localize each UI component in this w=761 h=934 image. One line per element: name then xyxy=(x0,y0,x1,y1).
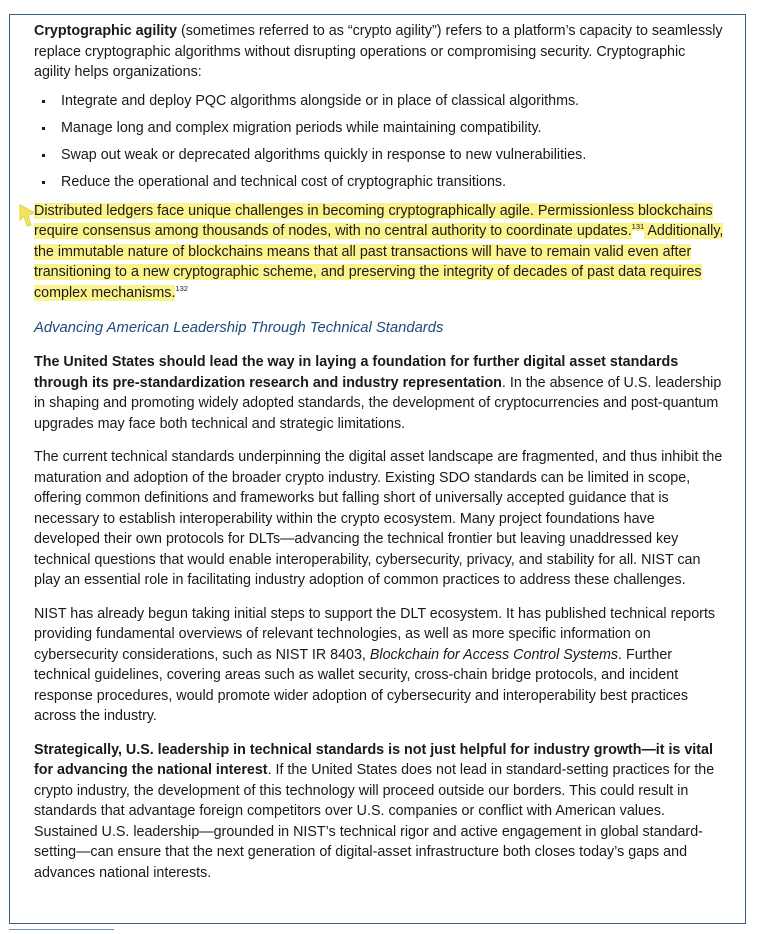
list-item-text: Reduce the operational and technical cost of cryptographic transitions. xyxy=(61,173,507,190)
footnote-divider xyxy=(9,929,114,930)
bold-lead-sentence: Strategically, U.S. leadership in technical standards is not just helpful for industry growth—it is vital for advancing the national interest xyxy=(34,741,713,778)
bold-lead-sentence: The United States should lead the way in laying a foundation for further digital asset standards through its pre-standardization research and industry representation xyxy=(34,354,679,391)
paragraph-us-leadership xyxy=(34,352,724,434)
highlighted-text: Additionally, the immutable nature of blockchains means that all past transactions will have to remain valid even after transitioning to a new cryptographic scheme, and preserving the integrity of decades of past data requires complex mechanisms. xyxy=(34,223,724,301)
paragraph-nist-steps xyxy=(34,604,724,727)
agility-bullet-list xyxy=(34,91,724,199)
footnote-ref-132[interactable]: 132 xyxy=(175,283,188,293)
publication-title: Blockchain for Access Control Systems xyxy=(369,646,619,663)
highlighted-text: Distributed ledgers face unique challenges in becoming cryptographically agile. Permissionless blockchains require consensus among thousands of nodes, with no central authority to coordinate updates. xyxy=(34,202,713,239)
bullet-icon xyxy=(42,181,45,184)
footnote-ref-131[interactable]: 131 xyxy=(631,222,645,232)
paragraph-text: (sometimes referred to as “crypto agility”) refers to a platform’s capacity to seamlessly replace cryptographic algorithms without disrupting operations or compromising security. Cryptographic agility helps organizations: xyxy=(34,23,723,80)
term-crypto-agility: Cryptographic agility xyxy=(34,23,177,39)
paragraph-distributed-ledgers xyxy=(34,201,724,304)
list-item xyxy=(34,91,724,118)
list-item-text: Swap out weak or deprecated algorithms quickly in response to new vulnerabilities. xyxy=(61,146,587,163)
section-subheading: Advancing American Leadership Through Technical Standards xyxy=(34,320,444,336)
list-item-text: Manage long and complex migration periods while maintaining compatibility. xyxy=(61,119,542,136)
paragraph-text: . If the United States does not lead in standard-setting practices for the crypto industry, the development of this technology will proceed outside our borders. This could result in standards that advantage foreign competitors over U.S. companies or conflict with American values. Sustained U.S. leadership—grounded in NIST’s technical rigor and active engagement in global standard-setting—can ensure that the next generation of digital-asset infrastructure both closes today’s gaps and advances national interests. xyxy=(34,762,715,881)
list-item xyxy=(34,118,724,145)
paragraph-text: NIST has already begun taking initial steps to support the DLT ecosystem. It has published technical reports providing fundamental overviews of relevant technologies, as well as more specific information on cybersecurity considerations, such as NIST IR 8403, xyxy=(34,605,716,663)
bullet-icon xyxy=(42,100,45,103)
paragraph-current-standards: The current technical standards underpinning the digital asset landscape are fragmented, and thus inhibit the maturation and adoption of the broader crypto industry. Existing SDO standards can be limited in scope, offering common definitions and frameworks but falling short of universally accepted guidance that is necessary to establish interoperability within the crypto ecosystem. Many project foundations have developed their own protocols for DLTs—advancing the technical frontier but leaving unaddressed key technical questions that would enable interoperability, cybersecurity, privacy, and stability for all. NIST can play an essential role in facilitating industry adoption of common practices to address these challenges. xyxy=(34,449,723,588)
paragraph-text: . In the absence of U.S. leadership in shaping and promoting widely adopted standards, the development of cryptocurrencies and post-quantum upgrades may face both technical and strategic limitations. xyxy=(34,374,722,432)
paragraph-text: . Further technical guidelines, covering areas such as wallet security, cross-chain bridge protocols, and incident response procedures, would promote wider adoption of cybersecurity and interoperability best practices across the industry. xyxy=(34,646,689,724)
paragraph-strategic xyxy=(34,740,724,884)
list-item xyxy=(34,145,724,172)
paragraph-crypto-agility xyxy=(34,21,724,83)
bullet-icon xyxy=(42,154,45,157)
list-item-text: Integrate and deploy PQC algorithms alongside or in place of classical algorithms. xyxy=(61,92,580,109)
bullet-icon xyxy=(42,127,45,130)
list-item xyxy=(34,172,724,199)
document-body xyxy=(34,21,724,883)
